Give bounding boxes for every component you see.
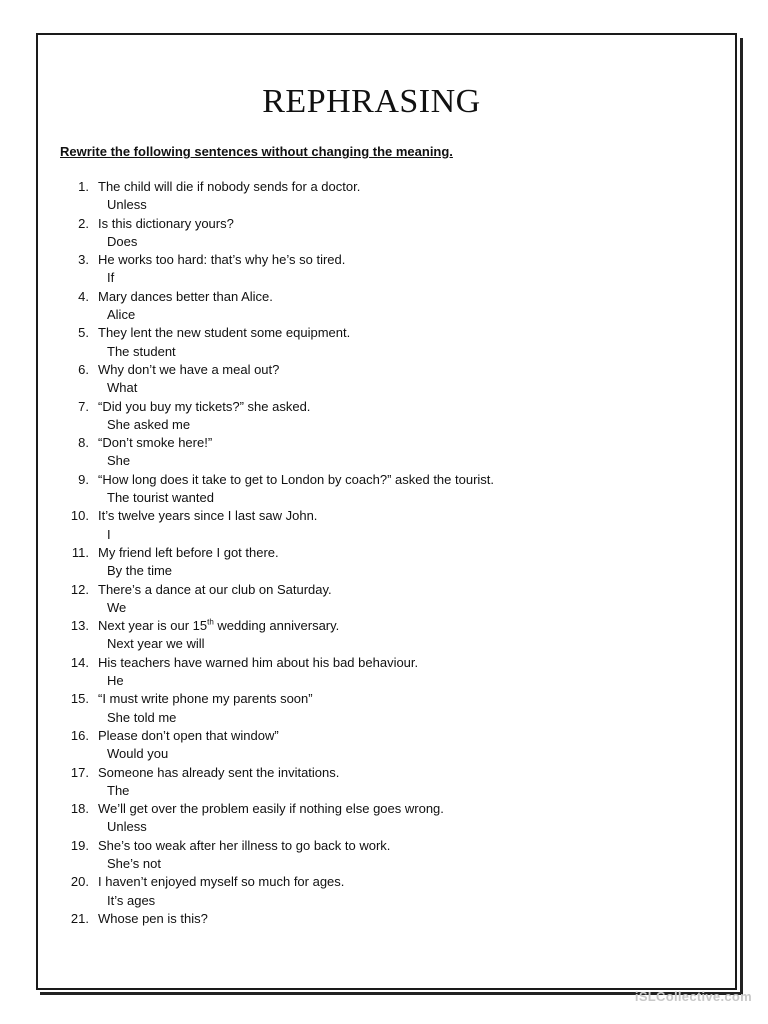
- exercise-number: 13.: [70, 618, 89, 634]
- answer-prompt: She: [107, 453, 131, 469]
- exercise-sentence-row: [60, 764, 494, 782]
- exercise-sentence-row: [60, 251, 494, 269]
- exercise-item: [60, 800, 494, 837]
- exercise-sentence-row: [60, 361, 494, 379]
- answer-prompt: Next year we will: [107, 636, 205, 652]
- exercise-sentence: It’s twelve years since I last saw John.: [98, 508, 318, 524]
- exercise-sentence-row: [60, 507, 494, 525]
- exercise-sentence-row: [60, 617, 494, 635]
- exercise-sentence-row: [60, 215, 494, 233]
- exercise-item: [60, 361, 494, 398]
- answer-prompt: She asked me: [107, 416, 191, 432]
- exercise-item: [60, 178, 494, 215]
- exercise-sentence-row: [60, 471, 494, 489]
- exercise-sentence: My friend left before I got there.: [98, 544, 279, 560]
- exercise-number: 7.: [78, 398, 89, 414]
- exercise-number: 15.: [70, 691, 89, 707]
- exercise-item: [60, 324, 494, 361]
- exercise-sentence-row: [60, 727, 494, 745]
- exercise-sentence: “I must write phone my parents soon”: [98, 691, 313, 707]
- exercise-number: 16.: [70, 727, 89, 743]
- exercise-number: 14.: [70, 654, 89, 670]
- exercise-sentence-row: [60, 324, 494, 342]
- answer-prompt: What: [107, 380, 138, 396]
- exercise-sentence-row: [60, 434, 494, 452]
- exercise-item: [60, 654, 494, 691]
- answer-prompt: If: [107, 270, 115, 286]
- exercise-sentence: [98, 617, 339, 635]
- answer-prompt: We: [107, 599, 127, 615]
- exercise-sentence-row: [60, 178, 494, 196]
- exercise-item: [60, 288, 494, 325]
- worksheet-frame: [36, 33, 737, 990]
- answer-prompt: She told me: [107, 709, 177, 725]
- exercise-number: 20.: [70, 874, 89, 890]
- exercise-item: [60, 398, 494, 435]
- exercise-sentence: “How long does it take to get to London by coach?” asked the tourist.: [98, 471, 495, 487]
- exercise-sentence-row: [60, 910, 494, 928]
- exercise-sentence: Someone has already sent the invitations.: [98, 764, 340, 780]
- ordinal-superscript: th: [207, 617, 214, 627]
- exercise-item: [60, 910, 494, 928]
- exercise-sentence-row: [60, 581, 494, 599]
- exercise-number: 17.: [70, 764, 89, 780]
- exercise-sentence: Is this dictionary yours?: [98, 215, 234, 231]
- exercise-sentence: We’ll get over the problem easily if nothing else goes wrong.: [98, 801, 444, 817]
- exercise-sentence: Why don’t we have a meal out?: [98, 361, 280, 377]
- exercise-item: [60, 690, 494, 727]
- exercise-item: [60, 617, 494, 654]
- exercise-number: 4.: [78, 288, 89, 304]
- exercise-sentence-row: [60, 288, 494, 306]
- exercise-item: [60, 727, 494, 764]
- exercise-number: 18.: [70, 801, 89, 817]
- exercise-number: 11.: [71, 544, 89, 560]
- answer-prompt: Would you: [107, 746, 169, 762]
- answer-prompt: Does: [107, 233, 138, 249]
- exercise-sentence: She’s too weak after her illness to go back to work.: [98, 837, 391, 853]
- exercise-sentence-row: [60, 398, 494, 416]
- exercise-item: [60, 251, 494, 288]
- exercise-item: [60, 873, 494, 910]
- exercise-sentence: Please don’t open that window”: [98, 727, 279, 743]
- exercise-sentence-row: [60, 873, 494, 891]
- exercise-item: [60, 471, 494, 508]
- exercise-number: 8.: [78, 435, 89, 451]
- exercise-sentence-row: [60, 690, 494, 708]
- answer-prompt: Unless: [107, 819, 147, 835]
- exercise-sentence-row: [60, 654, 494, 672]
- exercise-sentence: The child will die if nobody sends for a doctor.: [98, 179, 361, 194]
- answer-prompt: Unless: [107, 197, 147, 213]
- answer-prompt: It’s ages: [107, 892, 156, 908]
- exercise-number: 12.: [70, 581, 89, 597]
- answer-prompt: The tourist wanted: [107, 490, 214, 506]
- exercise-sentence: He works too hard: that’s why he’s so tired.: [98, 252, 346, 268]
- exercise-number: 19.: [70, 837, 89, 853]
- exercise-item: [60, 215, 494, 252]
- answer-prompt: She’s not: [107, 855, 161, 871]
- exercise-sentence: Mary dances better than Alice.: [98, 288, 273, 304]
- exercise-number: 21.: [70, 910, 89, 926]
- exercise-number: 10.: [70, 508, 89, 524]
- exercise-item: [60, 581, 494, 618]
- exercise-number: 2.: [78, 215, 89, 231]
- answer-prompt: By the time: [107, 563, 173, 579]
- exercise-sentence-row: [60, 800, 494, 818]
- exercise-number: 1.: [78, 179, 89, 194]
- worksheet-title: REPHRASING: [262, 83, 481, 120]
- exercise-number: 3.: [78, 252, 89, 268]
- answer-prompt: The: [107, 782, 130, 798]
- exercise-item: [60, 544, 494, 581]
- answer-prompt: The student: [107, 343, 176, 359]
- answer-prompt: He: [107, 673, 124, 689]
- exercise-sentence: There’s a dance at our club on Saturday.: [98, 581, 332, 597]
- sentence-text: wedding anniversary.: [213, 618, 340, 634]
- exercise-item: [60, 434, 494, 471]
- exercise-sentence: “Did you buy my tickets?” she asked.: [98, 398, 311, 414]
- exercise-number: 5.: [78, 325, 89, 341]
- exercise-sentence: I haven’t enjoyed myself so much for ages.: [98, 874, 345, 890]
- exercise-number: 9.: [78, 471, 89, 487]
- answer-prompt: I: [107, 526, 111, 542]
- exercise-sentence-row: [60, 544, 494, 562]
- exercise-sentence: They lent the new student some equipment.: [98, 325, 351, 341]
- exercise-item: [60, 507, 494, 544]
- exercise-list: [60, 178, 494, 928]
- exercise-sentence: His teachers have warned him about his bad behaviour.: [98, 654, 419, 670]
- exercise-item: [60, 764, 494, 801]
- exercise-sentence: “Don’t smoke here!”: [98, 435, 213, 451]
- exercise-item: [60, 837, 494, 874]
- exercise-sentence-row: [60, 837, 494, 855]
- exercise-number: 6.: [78, 361, 89, 377]
- watermark-text: iSLCollective.com: [634, 989, 752, 1004]
- answer-prompt: Alice: [107, 307, 136, 323]
- instructions-text: Rewrite the following sentences without changing the meaning.: [60, 144, 453, 159]
- sentence-text: Next year is our 15: [98, 618, 208, 634]
- exercise-sentence: Whose pen is this?: [98, 910, 208, 926]
